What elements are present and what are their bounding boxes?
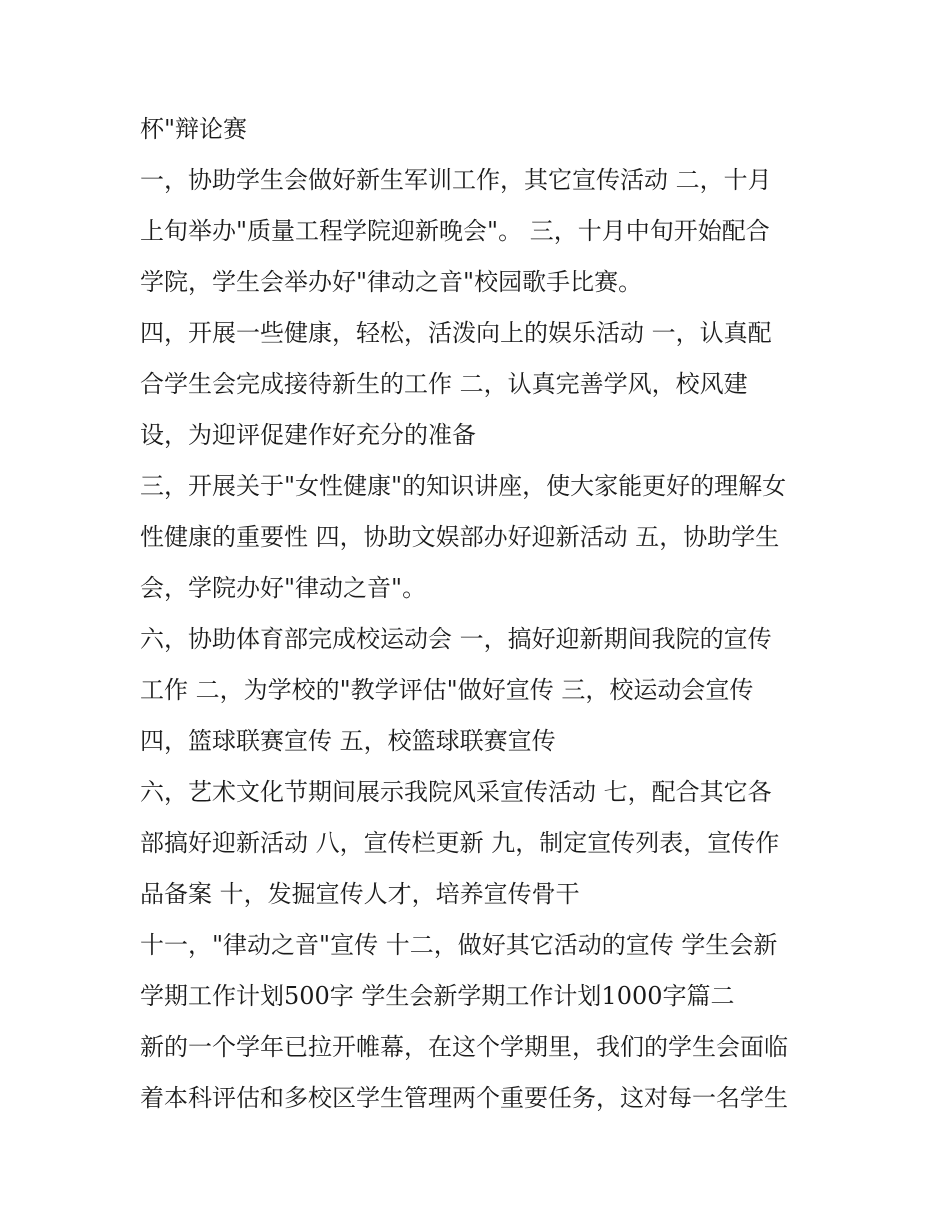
text-line: 一，协助学生会做好新生军训工作，其它宣传活动 二，十月 — [140, 166, 772, 194]
text-line: 设，为迎评促建作好充分的准备 — [140, 421, 476, 449]
text-line: 杯"辩论赛 — [140, 115, 248, 143]
text-line: 新的一个学年已拉开帷幕，在这个学期里，我们的学生会面临 — [140, 1033, 788, 1061]
text-line: 性健康的重要性 四，协助文娱部办好迎新活动 五，协助学生 — [140, 523, 780, 551]
text-line: 上旬举办"质量工程学院迎新晚会"。 三，十月中旬开始配合 — [140, 217, 770, 245]
text-line: 六，艺术文化节期间展示我院风采宣传活动 七，配合其它各 — [140, 778, 772, 806]
text-line: 会，学院办好"律动之音"。 — [140, 574, 427, 602]
text-line: 学期工作计划500字 学生会新学期工作计划1000字篇二 — [140, 982, 735, 1010]
text-line: 工作 二，为学校的"教学评估"做好宣传 三，校运动会宣传 — [140, 676, 754, 704]
text-line: 六，协助体育部完成校运动会 一，搞好迎新期间我院的宣传 — [140, 625, 772, 653]
text-line: 四，开展一些健康，轻松，活泼向上的娱乐活动 一，认真配 — [140, 319, 772, 347]
document-body — [140, 104, 830, 1124]
text-line: 十一，"律动之音"宣传 十二，做好其它活动的宣传 学生会新 — [140, 931, 778, 959]
text-line: 部搞好迎新活动 八，宣传栏更新 九，制定宣传列表，宣传作 — [140, 829, 780, 857]
text-line: 合学生会完成接待新生的工作 二，认真完善学风，校风建 — [140, 370, 748, 398]
text-line: 三，开展关于"女性健康"的知识讲座，使大家能更好的理解女 — [140, 472, 787, 500]
text-line: 四，篮球联赛宣传 五，校篮球联赛宣传 — [140, 727, 556, 755]
text-line: 品备案 十，发掘宣传人才，培养宣传骨干 — [140, 880, 580, 908]
text-line: 着本科评估和多校区学生管理两个重要任务，这对每一名学生 — [140, 1084, 788, 1112]
text-line: 学院，学生会举办好"律动之音"校园歌手比赛。 — [140, 268, 643, 296]
